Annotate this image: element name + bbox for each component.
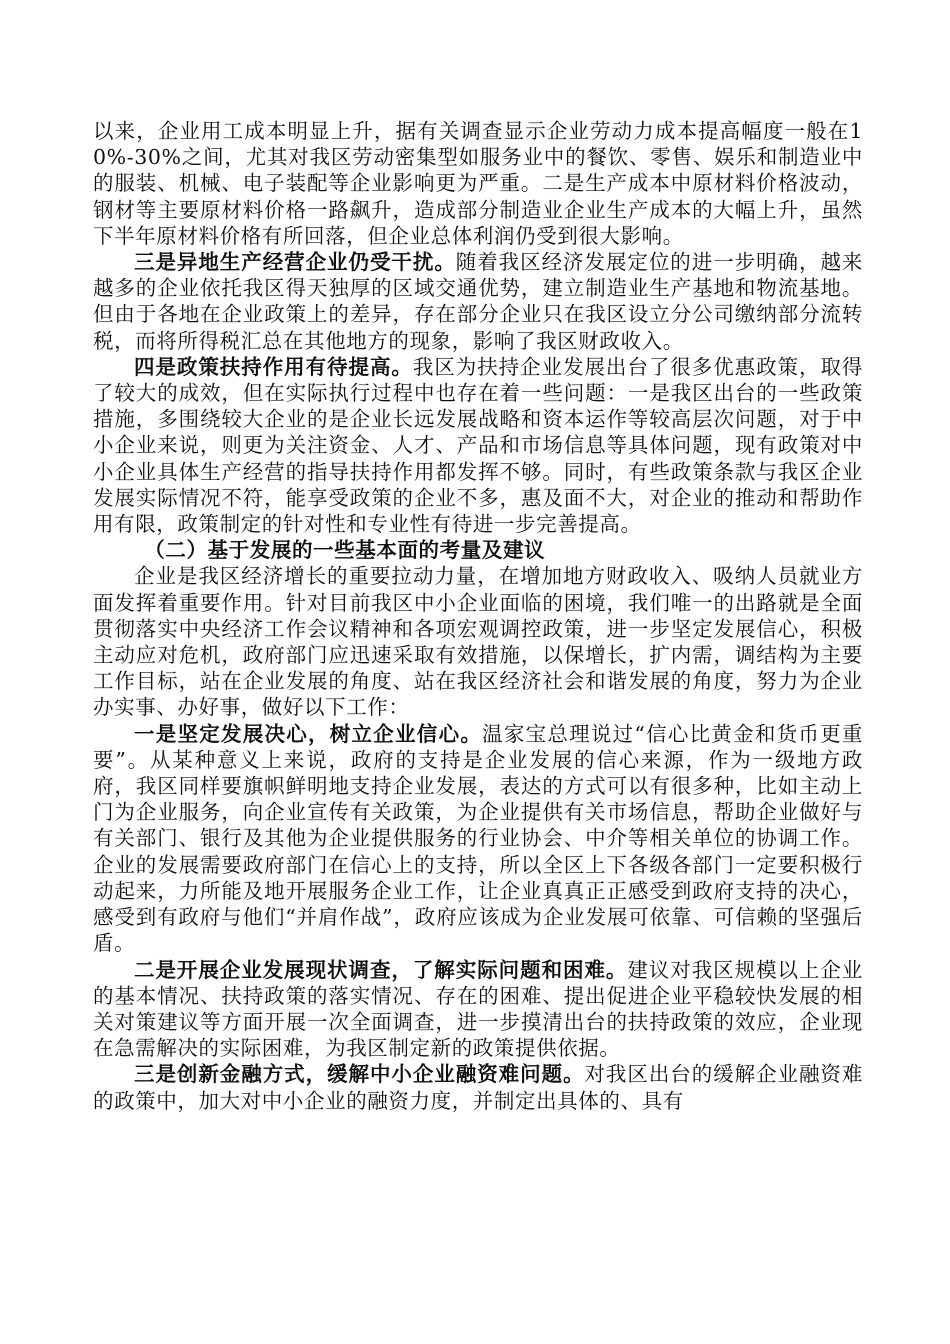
paragraph-confidence [93,721,863,957]
paragraph-lead: 二是开展企业发展现状调查，了解实际问题和困难。 [134,957,628,982]
paragraph-lead: 三是异地生产经营企业仍受干扰。 [134,250,456,275]
paragraph-offsite-enterprises [93,249,863,354]
paragraph-text: 我区为扶持企业发展出台了很多优惠政策，取得了较大的成效，但在实际执行过程中也存在着一些问题：一是我区出台的一些政策措施，多围绕较大企业的是企业长远发展战略和资本运作等较高层次问题，对于中小企业来说，则更为关注资金、人才、产品和市场信息等具体问题，现有政策对中小企业具体生产经营的指导扶持作用都发挥不够。同时，有些政策条款与我区企业发展实际情况不符，能享受政策的企业不多，惠及面不大，对企业的推动和帮助作用有限，政策制定的针对性和专业性有待进一步完善提高。 [93,354,863,537]
paragraph-text: 以来，企业用工成本明显上升，据有关调查显示企业劳动力成本提高幅度一般在10%-30%之间，尤其对我区劳动密集型如服务业中的餐饮、零售、娱乐和制造业中的服装、机械、电子装配等企业影响更为严重。二是生产成本中原材料价格波动，钢材等主要原材料价格一路飙升，造成部分制造业企业生产成本的大幅上升，虽然下半年原材料价格有所回落，但企业总体利润仍受到很大影响。 [93,119,863,248]
paragraph-survey [93,957,863,1062]
section-heading: （二）基于发展的一些基本面的考量及建议 [144,538,546,563]
paragraph-lead: 三是创新金融方式，缓解中小企业融资难问题。 [134,1062,585,1087]
paragraph-text: 对我区出台的缓解企业融资难的政策中，加大对中小企业的融资力度，并制定出具体的、具有 [93,1062,863,1113]
paragraph-text: 随着我区经济发展定位的进一步明确，越来越多的企业依托我区得天独厚的区域交通优势，建立制造业生产基地和物流基地。但由于各地在企业政策上的差异，存在部分企业只在我区设立分公司缴纳部分流转税，而将所得税汇总在其他地方的现象，影响了我区财政收入。 [93,250,864,353]
paragraph-lead: 一是坚定发展决心，树立企业信心。 [134,721,483,746]
paragraph-lead: 四是政策扶持作用有待提高。 [134,354,413,379]
paragraph-text: 建议对我区规模以上企业的基本情况、扶持政策的落实情况、存在的困难、提出促进企业平稳较快发展的相关对策建议等方面开展一次全面调查，进一步摸清出台的扶持政策的效应，企业现在急需解决的实际困难，为我区制定新的政策提供依据。 [93,957,863,1061]
paragraph-text: 温家宝总理说过“信心比黄金和货币更重要”。从某种意义上来说，政府的支持是企业发展的信心来源，作为一级地方政府，我区同样要旗帜鲜明地支持企业发展，表达的方式可以有很多种，比如主动上门为企业服务，向企业宣传有关政策，为企业提供有关市场信息，帮助企业做好与有关部门、银行及其他为企业提供服务的行业协会、中介等相关单位的协调工作。企业的发展需要政府部门在信心上的支持，所以全区上下各级各部门一定要积极行动起来，力所能及地开展服务企业工作，让企业真真正正感受到政府支持的决心，感受到有政府与他们“并肩作战”，政府应该成为企业发展可依靠、可信赖的坚强后盾。 [93,721,863,956]
paragraph-continuation [93,118,863,249]
paragraph-intro [93,563,863,720]
paragraph-text: 企业是我区经济增长的重要拉动力量，在增加地方财政收入、吸纳人员就业方面发挥着重要作用。针对目前我区中小企业面临的困境，我们唯一的出路就是全面贯彻落实中央经济工作会议精神和各项宏观调控政策，进一步坚定发展信心，积极主动应对危机，政府部门应迅速采取有效措施，以保增长，扩内需，调结构为主要工作目标，站在企业发展的角度、站在我区经济社会和谐发展的角度，努力为企业办实事、办好事，做好以下工作： [93,564,863,720]
document-page [93,118,863,1114]
paragraph-policy-support [93,354,863,537]
paragraph-finance [93,1061,863,1113]
